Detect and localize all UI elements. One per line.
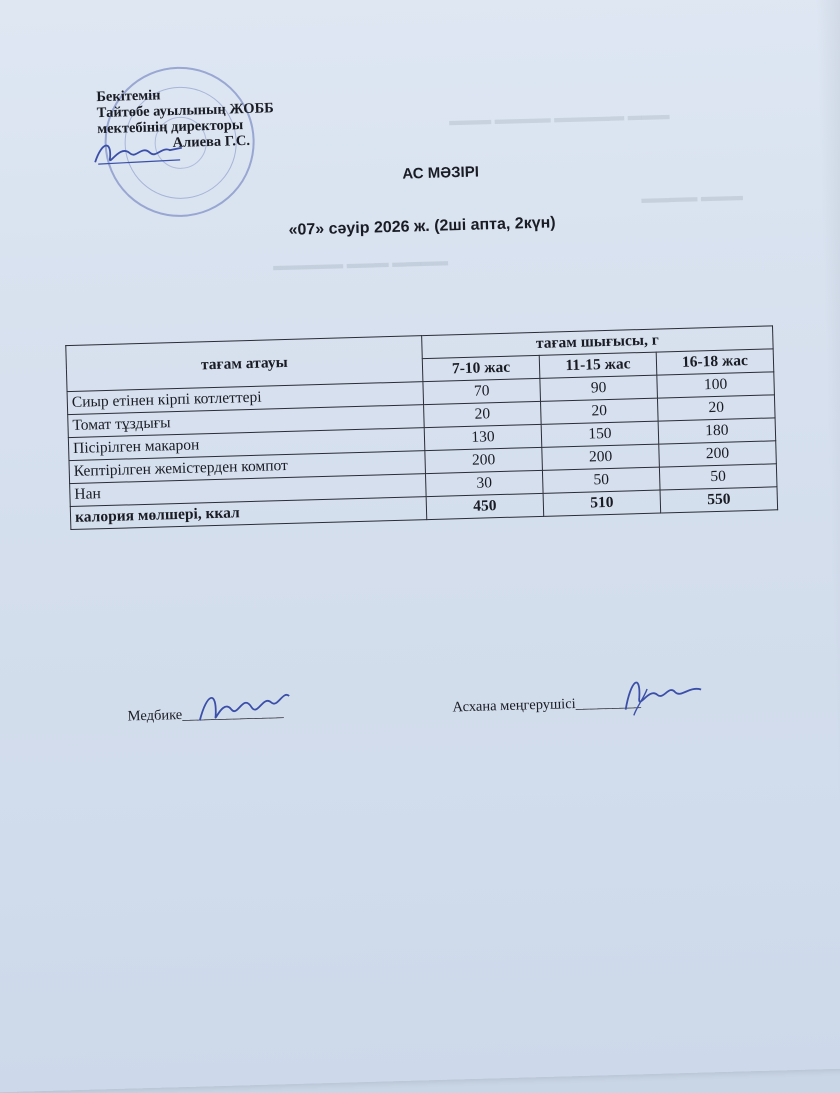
dish-name: Томат тұздығы [68, 405, 425, 438]
portion-cell: 20 [541, 398, 659, 424]
menu-table [65, 325, 778, 530]
calorie-cell: 550 [660, 487, 778, 513]
header-age-2: 11-15 жас [539, 352, 657, 378]
canteen-signature-line [452, 694, 641, 716]
dish-name: Нан [70, 474, 427, 507]
dish-name: Сиыр етінен кірпі котлеттері [67, 382, 424, 415]
menu-title: АС МӘЗІРІ [402, 163, 480, 183]
portion-cell: 50 [542, 467, 660, 493]
header-age-3: 16-18 жас [656, 349, 774, 375]
nurse-underline: ______________ [181, 704, 284, 723]
nurse-signature [193, 684, 294, 727]
portion-cell: 100 [657, 372, 775, 398]
director-signature [89, 132, 185, 175]
portion-cell: 200 [425, 447, 543, 473]
portion-cell: 130 [424, 424, 542, 450]
bleed-through-text: ▬▬▬ ▬▬▬▬▬ ▬▬▬▬ ▬▬▬ [448, 108, 670, 130]
portion-cell: 200 [542, 444, 660, 470]
canteen-manager-signature [615, 667, 706, 719]
calorie-cell: 510 [543, 490, 661, 516]
bleed-through-text: ▬▬▬▬ ▬▬▬ ▬▬▬▬▬ [272, 254, 449, 275]
portion-cell: 30 [425, 470, 543, 496]
portion-cell: 150 [541, 421, 659, 447]
portion-cell: 20 [424, 401, 542, 427]
portion-cell: 70 [423, 378, 541, 404]
header-dish-name: тағам атауы [66, 336, 423, 392]
menu-date: «07» сәуір 2026 ж. (2ші апта, 2күн) [288, 214, 556, 239]
approval-line-2: Тайтөбе ауылының ЖОББ [96, 100, 274, 122]
portion-cell: 180 [658, 418, 776, 444]
calorie-cell: 450 [426, 493, 544, 519]
portion-cell: 200 [659, 441, 777, 467]
approval-line-4: Алиева Г.С. [172, 132, 251, 152]
approval-line-3: мектебінің директоры [97, 117, 244, 138]
header-output: тағам шығысы, г [422, 326, 774, 359]
header-age-1: 7-10 жас [422, 355, 540, 381]
bleed-through-text: ▬▬▬ ▬▬▬▬ [641, 189, 744, 207]
portion-cell: 20 [657, 395, 775, 421]
dish-name: Кептірілген жемістерден компот [69, 451, 426, 484]
calorie-label: калория мөлшері, ккал [70, 497, 427, 530]
dish-name: Пісірілген макарон [68, 428, 425, 461]
portion-cell: 50 [659, 464, 777, 490]
canteen-label: Асхана меңгерушісі [452, 696, 576, 716]
nurse-label: Медбике [127, 707, 183, 725]
portion-cell: 90 [540, 375, 658, 401]
canteen-underline: _________ [575, 694, 642, 713]
approval-line-1: Бекітемін [96, 87, 161, 106]
